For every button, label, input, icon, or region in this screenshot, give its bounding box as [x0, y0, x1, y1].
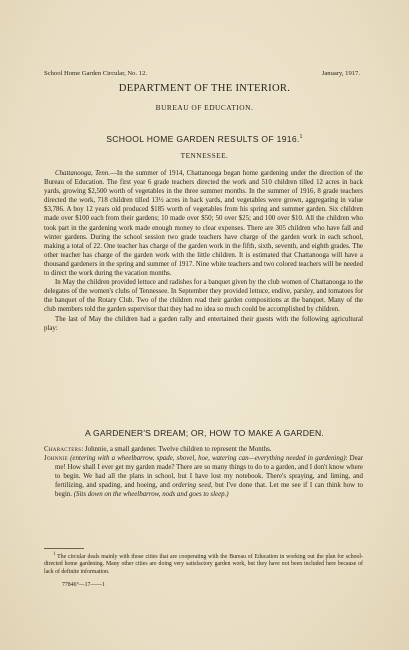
play-title: A GARDENER'S DREAM; OR, HOW TO MAKE A GARDEN. [84, 428, 325, 438]
document-title-text: SCHOOL HOME GARDEN RESULTS OF 1916. [106, 134, 300, 144]
play-text [44, 445, 363, 500]
paragraph-1-text: —In the summer of 1914, Chattanooga began home gardening under the direction of the Bureau of Education. The first year 6 grade teachers directed the work and 510 children tilled 12 acres in back yards, growing $2,500 worth of vegetables in the three summer months. In the summer of 1916, 8 grade teachers directed the work, 718 children tilled 13½ acres in back yards, and vegetables were grown, aggregating in value $3,786. A boy 12 years old produced $185 worth of vegetables from his spring and summer garden. Six children made over $100 each from their gardens; 10 made over $50; 50 over $25; and 100 over $10. All the children who took part in the gardening work made enough money to clear expenses. There are 305 children who have fall and winter gardens. During the school session two grade teachers have charge of the garden work in each school, making a total of 22. One teacher has charge of the garden work in the fifth, sixth, seventh, and eighth grades. The other teacher has charge of the garden work with the little children. It is estimated that Chattanooga will have a thousand gardeners in the spring and summer of 1917. Nine white teachers and two colored teachers will be needed to direct the work during the vacation months. [44, 170, 363, 278]
johnnie-line [44, 454, 363, 499]
characters-text: : Johnnie, a small gardener. Twelve children to represent the Months. [81, 446, 272, 453]
print-code: 77846°—17——1 [62, 582, 105, 588]
footnote-marker: 1 [299, 134, 303, 141]
bureau-heading: BUREAU OF EDUCATION. [155, 103, 254, 112]
paragraph-banquets: In May the children provided lettuce and radishes for a banquet given by the club women of Chattanooga to the delegates of the women's clubs of Tennessee. In September they provided lettuce, endive, parsley, and tomatoes for the banquet of the Rotary Club. Two of the children read their garden compositions at the banquet. Many of the club members told the garden supervisor that they had no idea so much could be accomplished by children. [44, 279, 363, 314]
characters-line [44, 445, 363, 454]
place-name: Chattanooga, Tenn. [55, 170, 111, 177]
department-heading: DEPARTMENT OF THE INTERIOR. [118, 83, 291, 94]
stage-direction: (entering with a wheelbarrow, spade, shovel, hoe, watering can—everything needed in gardening) [70, 455, 346, 463]
johnnie-label: Johnnie [44, 455, 68, 463]
footnote-divider [44, 548, 84, 549]
johnnie-speech-2: , but I've done that. Let me see if I can think how to begin. [55, 482, 363, 499]
characters-label: Characters [44, 446, 82, 453]
johnnie-speech-1: : Dear me! How shall I ever get my garden made? There are so many things to do to a garden, and I don't know where to begin. We had all the plans in school, but I have lost my notebook. There's spraying, and liming, and fertilizing, and spading, and hoeing, and [55, 455, 363, 490]
document-title [0, 134, 409, 144]
paragraph-chattanooga [44, 169, 363, 278]
footnote-paragraph [44, 551, 363, 576]
running-head-left: School Home Garden Circular, No. 12. [44, 70, 148, 77]
state-heading: TENNESSEE. [180, 151, 229, 160]
paragraph-rally: The last of May the children had a garden rally and entertained their guests with the following agricultural play: [44, 315, 363, 332]
running-head-right: January, 1917. [321, 70, 360, 77]
stage-direction-2: (Sits down on the wheelbarrow, nods and goes to sleep.) [73, 491, 229, 499]
footnote-text: The circular deals mainly with those cities that are cooperating with the Bureau of Education in working out the plan for school-directed home gardening. Many other cities are doing very satisfactory garden work, but they have not been included here because of lack of definite information. [44, 553, 363, 575]
body-text [44, 169, 363, 333]
ordering-seed-text: ordering seed [172, 482, 211, 490]
footnote-number: 1 [53, 552, 56, 557]
footnote [44, 551, 363, 576]
